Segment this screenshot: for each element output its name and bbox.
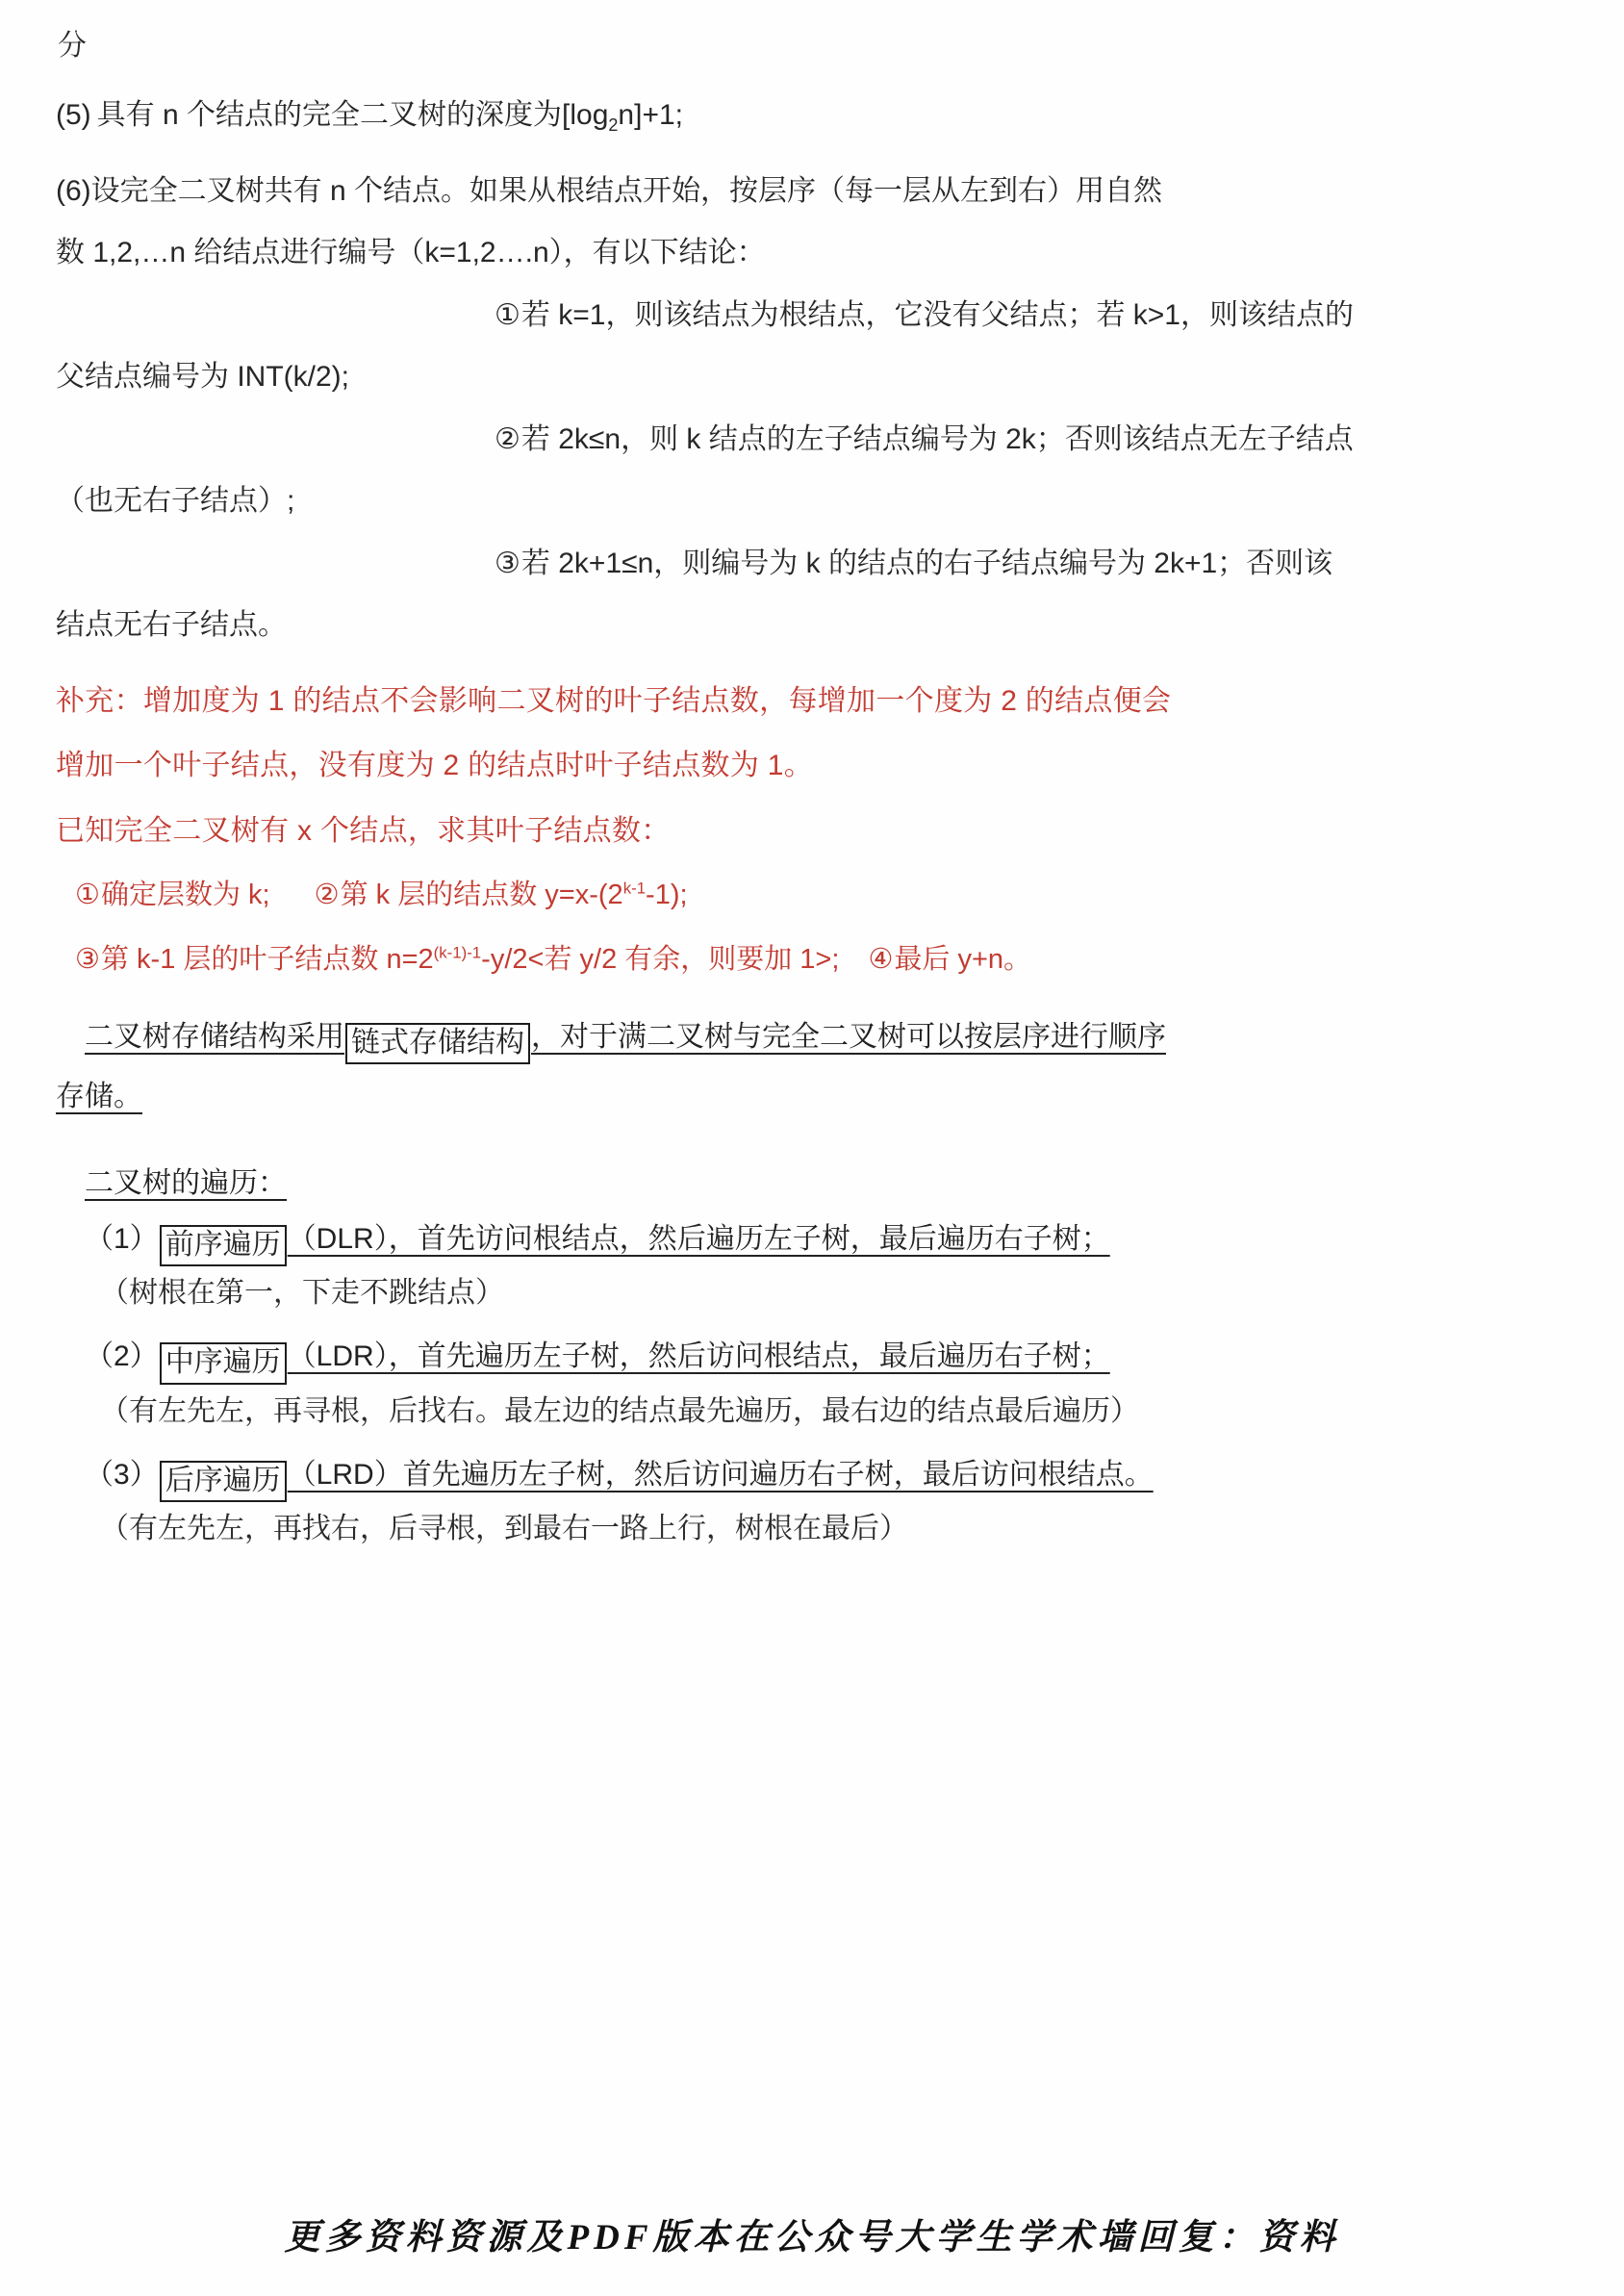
traversal-1-note: （树根在第一，下走不跳结点）: [100, 1277, 504, 1310]
subclause-2-marker: ②: [495, 422, 520, 455]
formula-1-marker: ①: [75, 879, 100, 910]
storage-text-part-2: ，对于满二叉树与完全二叉树可以按层序进行顺序: [531, 1020, 1166, 1053]
storage-structure-line-2: [56, 1069, 1568, 1126]
storage-text-part-3: 存储。: [56, 1081, 142, 1113]
formula-row-1: [56, 869, 1568, 922]
storage-structure-line-1: [56, 1009, 1568, 1066]
supplement-line-1: 补充：增加度为 1 的结点不会影响二叉树的叶子结点数，每增加一个度为 2 的结点便会: [56, 684, 1172, 717]
boxed-term-inorder: 中序遍历: [160, 1342, 287, 1385]
subclause-3-line-1: [56, 536, 1568, 593]
traversal-item-1: [56, 1216, 1568, 1267]
supplement-line-2: 增加一个叶子结点，没有度为 2 的结点时叶子结点数为 1。: [56, 750, 814, 782]
subclause-3-line-2: 结点无右子结点。: [56, 609, 287, 642]
subclause-2-text: 若 2k≤n，则 k 结点的左子结点编号为 2k；否则该结点无左子结点: [520, 422, 1354, 455]
traversal-2-number: （2）: [85, 1340, 159, 1373]
traversal-3-number: （3）: [85, 1458, 159, 1491]
formula-2-marker: ②: [314, 879, 340, 910]
formula-3-marker: ③: [75, 943, 100, 975]
subclause-1-line-2: 父结点编号为 INT(k/2);: [56, 361, 349, 394]
subclause-3-marker: ③: [495, 547, 520, 579]
item-5-text-after: n]+1;: [618, 99, 683, 131]
subclause-2-line-1: [56, 412, 1568, 469]
traversal-2-text: （LDR），首先遍历左子树，然后访问根结点，最后遍历右子树；: [287, 1340, 1110, 1373]
formula-2-before: 第 k 层的结点数 y=x-(2: [340, 879, 623, 910]
subclause-1-line-1: [56, 288, 1568, 344]
traversal-3-text: （LRD）首先遍历左子树，然后访问遍历右子树，最后访问根结点。: [287, 1458, 1154, 1491]
traversal-item-2: [56, 1334, 1568, 1385]
traversal-heading-text: 二叉树的遍历：: [85, 1166, 287, 1199]
boxed-term-postorder: 后序遍历: [160, 1461, 287, 1503]
numbered-item-6-line-2: 数 1,2,…n 给结点进行编号（k=1,2….n），有以下结论：: [56, 237, 766, 269]
traversal-item-3: [56, 1452, 1568, 1503]
item-5-number: (5): [56, 99, 91, 131]
formula-4-marker: ④: [868, 943, 894, 975]
storage-text-part-1: 二叉树存储结构采用: [85, 1020, 344, 1053]
formula-3-superscript: (k-1)-1: [433, 943, 482, 962]
formula-2-superscript: k-1: [622, 878, 647, 897]
item-5-subscript: 2: [608, 115, 619, 135]
supplement-question: 已知完全二叉树有 x 个结点，求其叶子结点数：: [56, 814, 671, 847]
stray-character: 分: [58, 30, 87, 62]
traversal-2-note: （有左先左，再寻根，后找右。最左边的结点最先遍历，最右边的结点最后遍历）: [100, 1394, 1139, 1427]
subclause-2-line-2: （也无右子结点）;: [56, 485, 295, 518]
formula-2-after: -1);: [646, 879, 688, 910]
formula-1-text: 确定层数为 k;: [101, 879, 270, 910]
boxed-term-preorder: 前序遍历: [160, 1225, 287, 1267]
formula-3-after: -y/2<若 y/2 有余，则要加 1>;: [481, 943, 840, 975]
subclause-1-marker: ①: [495, 298, 520, 331]
numbered-item-5: [56, 93, 1568, 139]
formula-4-text: 最后 y+n。: [894, 943, 1032, 975]
formula-row-2: [56, 933, 1568, 986]
traversal-3-note: （有左先左，再找右，后寻根，到最右一路上行，树根在最后）: [100, 1513, 908, 1545]
numbered-item-6-line-1: [56, 164, 1568, 220]
traversal-heading: [56, 1159, 1568, 1201]
boxed-term-linked-storage: 链式存储结构: [345, 1023, 530, 1065]
subclause-1-text: 若 k=1，则该结点为根结点，它没有父结点；若 k>1，则该结点的: [520, 298, 1354, 331]
item-6-line-1-text: 设完全二叉树共有 n 个结点。如果从根结点开始，按层序（每一层从左到右）用自然: [90, 174, 1163, 207]
footer-promo-text: 更多资料资源及PDF版本在公众号大学生学术墙回复：资料: [284, 2218, 1340, 2258]
item-5-text-before: 具有 n 个结点的完全二叉树的深度为[log: [96, 99, 609, 131]
traversal-1-text: （DLR），首先访问根结点，然后遍历左子树，最后遍历右子树；: [287, 1222, 1110, 1255]
subclause-3-text: 若 2k+1≤n，则编号为 k 的结点的右子结点编号为 2k+1；否则该: [520, 547, 1333, 579]
document-body: [56, 27, 1568, 1552]
traversal-1-number: （1）: [85, 1222, 159, 1255]
formula-3-before: 第 k-1 层的叶子结点数 n=2: [101, 943, 434, 975]
item-6-number: (6): [56, 174, 91, 207]
